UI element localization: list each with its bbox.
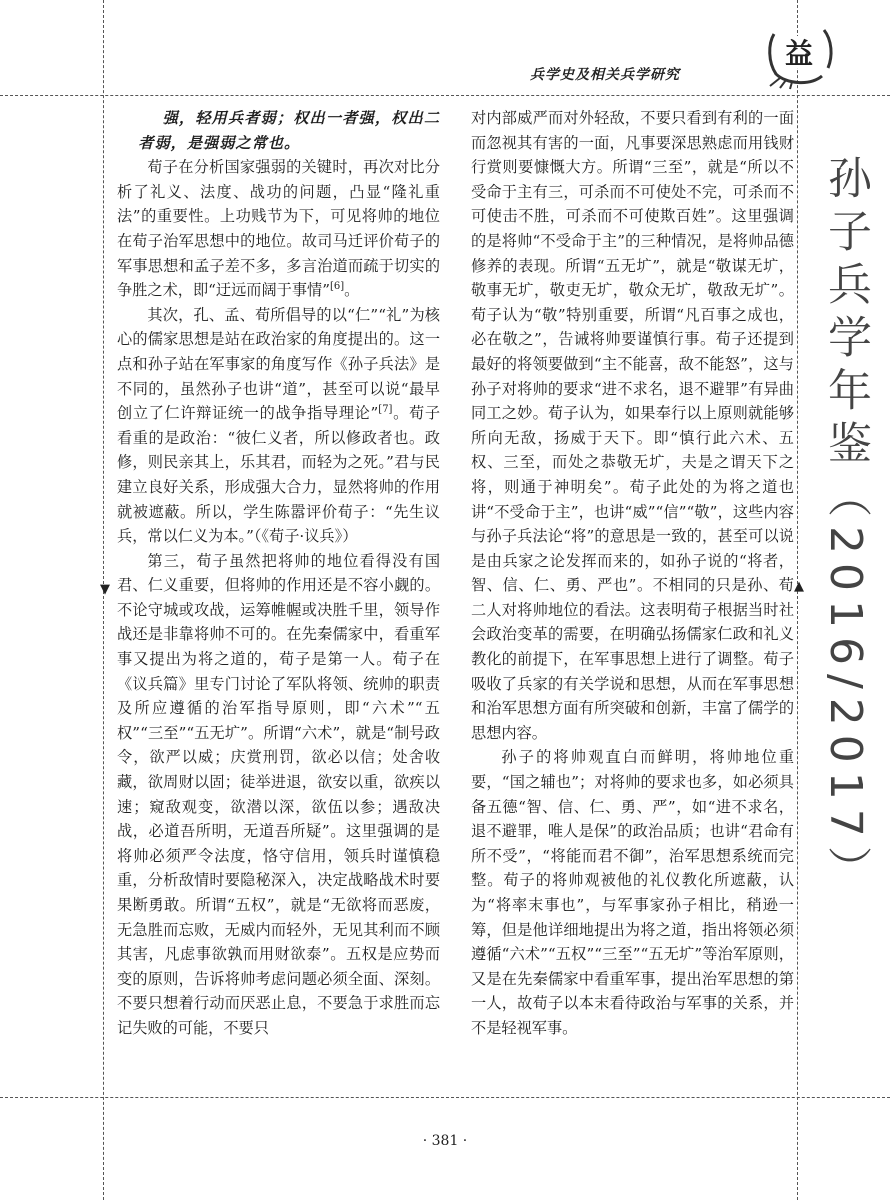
logo-glyph: 益 <box>784 37 814 70</box>
triangle-up-icon: ▲ <box>794 579 804 594</box>
paragraph-text: 对内部威严而对外轻敌，不要只看到有利的一面而忽视其有害的一面，凡事要深思熟虑而用钱财行赏则要慷慨大方。所谓“三至”，就是“所以不受命于主有三，可杀而不可使处不完，可杀而不可使击不胜，可杀而不可使欺百姓”。这里强调的是将帅“不受命于主”的三种情况，是将帅品德修养的表现。所谓“五无圹”，就是“敬谋无圹，敬事无圹，敬吏无圹，敬众无圹，敬敌无圹”。荀子认为“敬”特别重要，所谓“凡百事之成也，必在敬之”，告诫将帅要谨慎行事。荀子还提到最好的将领要做到“主不能喜，敌不能怒”，这与孙子对将帅的要求“进不求名，退不避罪”有异曲同工之妙。荀子认为，如果奉行以上原则就能够所向无敌，扬威于天下。即“慎行此六术、五权、三至，而处之恭敬无圹，夫是之谓天下之将，则通于神明矣”。荀子此处的为将之道也讲“不受命于主”，也讲“威”“信”“敬”，这些内容与孙子兵法论“将”的意思是一致的，甚至可以说是由兵家之论发挥而来的，如孙子说的“将者，智、信、仁、勇、严也”。不相同的只是孙、荀二人对将帅地位的看法。这表明荀子根据当时社会政治变革的需要，在明确弘扬儒家仁政和礼义教化的前提下，在军事思想上进行了调整。荀子吸收了兵家的有关学说和思想，从而在军事思想和治军思想方面有所突破和创新，丰富了儒学的思想内容。 <box>471 109 794 742</box>
paragraph-text: 其次，孔、孟、荀所倡导的以“仁”“礼”为核心的儒家思想是站在政治家的角度提出的。这一点和孙子站在军事家的角度写作《孙子兵法》是不同的，虽然孙子也讲“道”，甚至可以说“最早创立了仁许辩证统一的战争指导理论” <box>117 305 440 423</box>
paragraph-text: 强，轻用兵者弱；权出一者强，权出二者弱，是强弱之常也。 <box>138 109 440 152</box>
crop-line-left <box>103 0 104 1200</box>
text-column-right <box>471 106 794 1086</box>
crop-line-top <box>0 95 890 96</box>
paragraph-text: 孙子的将帅观直白而鲜明，将帅地位重要，“国之辅也”；对将帅的要求也多，如必须具备五德“智、信、仁、勇、严”，如“进不求名，退不避罪，唯人是保”的政治品质；也讲“君命有所不受”，“将能而君不御”，治军思想系统而完整。荀子的将帅观被他的礼仪教化所遮蔽，认为“将率末事也”，与军事家孙子相比，稍逊一筹，但是他详细地提出为将之道，指出将领必须遵循“六术”“五权”“三至”“五无圹”等治军原则，又是在先秦儒家中看重军事，提出治军思想的第一人，故荀子以本末看待政治与军事的关系，并不是轻视军事。 <box>471 748 794 1037</box>
citation-marker: [6] <box>329 281 345 293</box>
paragraph-text: 荀子在分析国家强弱的关键时，再次对比分析了礼义、法度、战功的问题，凸显“隆礼重法”的重要性。上功贱节为下，可见将帅的地位在荀子治军思想中的地位。故司马迁评价荀子的军事思想和孟子差不多，多言治道而疏于切实的争胜之术，即“迂远而阔于事情” <box>117 158 440 300</box>
text-column-left <box>117 106 440 1086</box>
crop-line-right <box>797 0 798 1200</box>
paragraph-text-tail: 。荀子看重的是政治：“彼仁义者，所以修政者也。政修，则民亲其上，乐其君，而轻为之死。”君与民建立良好关系，形成强大合力，显然将帅的作用就被遮蔽。所以，学生陈嚣评价荀子：“先生议兵，常以仁义为本。”（《荀子·议兵》） <box>117 404 440 546</box>
paragraph <box>117 303 440 549</box>
paragraph <box>117 155 440 303</box>
quote-paragraph <box>117 106 440 155</box>
yearbook-logo-icon <box>762 16 836 90</box>
crop-line-bottom <box>0 1097 890 1098</box>
page-number: · 381 · <box>422 1133 468 1149</box>
paragraph <box>471 745 794 1040</box>
section-header: 兵学史及相关兵学研究 <box>530 67 680 83</box>
citation-marker: [7] <box>378 404 393 416</box>
paragraph-text-tail: 。 <box>344 281 360 300</box>
paragraph <box>471 106 794 745</box>
paragraph-text: 第三，荀子虽然把将帅的地位看得没有国君、仁义重要，但将帅的作用还是不容小觑的。不论守城或攻战，运筹帷幄或决胜千里，领导作战还是非靠将帅不可的。在先秦儒家中，看重军事又提出为将之道的，荀子是第一人。荀子在《议兵篇》里专门讨论了军队将领、统帅的职责及所应遵循的治军指导原则，即“六术”“五权”“三至”“五无圹”。所谓“六术”，就是“制号政令，欲严以威；庆赏刑罚，欲必以信；处舍收藏，欲周财以固；徒举进退，欲安以重，欲疾以速；窥敌观变，欲潜以深，欲伍以参；遇敌决战，必道吾所明，无道吾所疑”。这里强调的是将帅必须严令法度，恪守信用，领兵时谨慎稳重，分析敌情时要隐秘深入，决定战略战术时要果断勇敢。所谓“五权”，就是“无欲将而恶废，无急胜而忘败，无威内而轻外，无见其利而不顾其害，凡虑事欲孰而用财欲泰”。五权是应势而变的原则，告诉将帅考虑问题必须全面、深刻。不要只想着行动而厌恶止息，不要急于求胜而忘记失败的可能，不要只 <box>117 551 440 1037</box>
side-title-vertical: 孙子兵学年鉴（2016/2017） <box>820 155 871 899</box>
paragraph <box>117 549 440 1041</box>
triangle-down-icon: ▼ <box>100 582 110 597</box>
